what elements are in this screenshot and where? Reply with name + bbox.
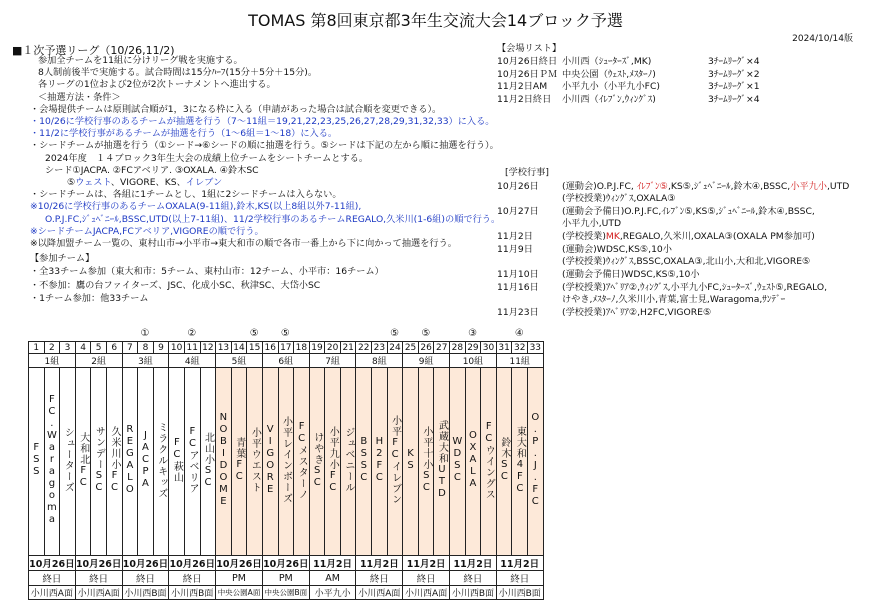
slot-number: 10 (169, 342, 185, 354)
event-team: ,UTD (826, 181, 850, 192)
team-cell (309, 368, 325, 556)
team-name: ミラクルキッズ (155, 421, 167, 499)
slot-number: 3 (60, 342, 76, 354)
event-line (562, 193, 675, 205)
team-name: 小平レインボーズ (280, 416, 292, 504)
team-cell (387, 368, 403, 556)
match-venue: 小川西B面 (122, 586, 169, 600)
match-time: 終日 (450, 571, 497, 586)
match-date: 10月26日 (169, 556, 216, 571)
seed-mark: ⑤ (280, 328, 290, 339)
team-cell (44, 368, 60, 556)
slot-number: 21 (340, 342, 356, 354)
team-cell (231, 368, 247, 556)
match-date: 11月2日 (450, 556, 497, 571)
team-name: FCウイングス (483, 420, 495, 500)
team-cell (294, 368, 310, 556)
match-venue: 小川西A面 (356, 586, 403, 600)
team-cell (91, 368, 107, 556)
team-cell (262, 368, 278, 556)
match-time: 終日 (29, 571, 76, 586)
match-date: 10月26日 (122, 556, 169, 571)
slot-number: 19 (309, 342, 325, 354)
event-line (562, 218, 621, 230)
team-cell (29, 368, 45, 556)
rule-line: ※以降加盟チーム一覧の、東村山市→小平市→東大和市の順で各市一番上から下に向かって抽選を行う。 (30, 238, 457, 249)
team-cell (200, 368, 216, 556)
seed5-team: イレブン (185, 177, 223, 188)
match-venue: 小川西A面 (75, 586, 122, 600)
team-cell (450, 368, 466, 556)
match-time: PM (262, 571, 309, 586)
group-label: 8組 (356, 354, 403, 368)
match-time: 終日 (356, 571, 403, 586)
match-time: 終日 (496, 571, 543, 586)
group-label: 2組 (75, 354, 122, 368)
team-name: REGALO (124, 424, 136, 496)
team-cell (434, 368, 450, 556)
team-cell (106, 368, 122, 556)
slot-number: 11 (184, 342, 200, 354)
rule-line: ・10/26に学校行事のあるチームが抽選を行う（7～11組＝19,21,22,23,25,26,27,28,29,31,32,33）に入る。 (30, 116, 495, 127)
slot-number: 9 (153, 342, 169, 354)
team-cell (247, 368, 263, 556)
event-date: 10月26日 (497, 181, 539, 192)
event-line (562, 256, 810, 268)
seed5-team: ウェスト (75, 177, 111, 188)
page-title: TOMAS 第8回東京都3年生交流大会14ブロック予選 (248, 11, 623, 30)
venue-leagues: 3ﾁｰﾑﾘｰｸﾞ×1 (708, 81, 760, 92)
team-name: 小平十小SC (420, 426, 432, 494)
seed-mark: ① (140, 328, 150, 339)
event-team: (運動会)WDSC,KS⑤,10小 (562, 244, 672, 255)
match-venue: 中央公園A面 (216, 586, 263, 600)
event-team: (学校授業)ｱﾍﾞﾘｱ②,ｳｨﾝｸﾞｽ,小平九小FC,ｼｭｰﾀｰｽﾞ,ｳｪｽﾄ⑤,REGALO, (562, 281, 828, 293)
slot-number: 14 (231, 342, 247, 354)
rule-line: 2024年度 １４ブロック3年生大会の成績上位チームをシートチームとする。 (45, 152, 369, 164)
match-time: 終日 (169, 571, 216, 586)
event-team: ,KS⑤,ｼﾞｭﾍﾞﾆｰﾙ,鈴木④,BSSC, (667, 181, 791, 192)
event-date: 11月9日 (497, 244, 533, 255)
team-name: VIGORE (264, 424, 276, 496)
team-name: 小平九小FC (327, 426, 339, 494)
team-cell (122, 368, 138, 556)
event-date: 11月23日 (497, 307, 539, 318)
team-name: FC.Waragoma (46, 394, 58, 526)
team-cell (356, 368, 372, 556)
rule-line: ※シードチームJACPA,FCアベリア,VIGOREの順で行う。 (30, 225, 264, 237)
slot-number: 30 (481, 342, 497, 354)
team-name: 小平FCイレブン (389, 415, 401, 505)
slot-number: 15 (247, 342, 263, 354)
match-venue: 小川西A面 (403, 586, 450, 600)
team-name: FSS (30, 442, 42, 478)
event-team: けやき,ﾒｽﾀｰﾉ,久米川小,青葉,富士見,Waragoma,ｻﾝﾃﾞｰ (562, 294, 786, 306)
team-name: H2FC (373, 436, 385, 484)
school-events-heading: [学校行事] (505, 167, 549, 178)
venue-date: 10月26日ＰＭ (497, 68, 558, 80)
slot-number: 24 (387, 342, 403, 354)
venue-leagues: 3ﾁｰﾑﾘｰｸﾞ×4 (708, 93, 760, 105)
rule-line: ※10/26に学校行事のあるチームOXALA(9-11組),鈴木,KS(以上8組以外7-11組), (30, 201, 362, 213)
team-name: 北山小SC (202, 431, 214, 489)
team-name: FCアベリア (186, 426, 198, 494)
event-team: (運動会予備日)WDSC,KS⑤,10小 (562, 269, 700, 281)
venue-place: 小川西（ｲﾚﾌﾞﾝ,ｳｨﾝｸﾞｽ) (562, 93, 656, 105)
match-date: 11月2日 (496, 556, 543, 571)
seed-mark: ⑤ (421, 328, 431, 339)
group-label: 5組 (216, 354, 263, 368)
team-name: 大和北FC (77, 431, 89, 489)
participants-line: ・全33チーム参加（東大和市：5チーム、東村山市：12チーム、小平市：16チーム） (30, 266, 384, 278)
slot-number: 27 (434, 342, 450, 354)
rule-line: ＜抽選方法・条件＞ (38, 91, 121, 103)
team-cell (340, 368, 356, 556)
event-date: 11月10日 (497, 269, 539, 281)
slot-number: 13 (216, 342, 232, 354)
rule-line: ・シードチームは、各組に1チームとし、1組に2シードチームは入らない。 (30, 189, 342, 201)
event-date: 11月16日 (497, 281, 539, 293)
team-cell (153, 368, 169, 556)
event-team: (運動会予備日)O.P.J.FC,ｲﾚﾌﾞﾝ⑤,KS⑤,ｼﾞｭﾍﾞﾆｰﾙ,鈴木④,BSSC, (562, 206, 815, 218)
league-bracket-table (28, 341, 544, 600)
seed5-prefix: ⑤ (67, 177, 76, 188)
group-label: 10組 (450, 354, 497, 368)
team-cell (184, 368, 200, 556)
slot-number: 26 (418, 342, 434, 354)
team-cell (325, 368, 341, 556)
match-date: 10月26日 (29, 556, 76, 571)
rule-line: 各リーグの1位および2位が2次トーナメントへ進出する。 (38, 79, 276, 91)
slot-number: 28 (450, 342, 466, 354)
team-name: 小平ウエスト (249, 427, 261, 493)
group-label: 6組 (262, 354, 309, 368)
rule-line: 参加全チームを11組に分けリーグ戦を実施する。 (38, 55, 243, 66)
slot-number: 8 (138, 342, 154, 354)
issue-date: 2024/10/14版 (792, 34, 853, 44)
group-label: 4組 (169, 354, 216, 368)
event-line (562, 294, 785, 306)
team-name: NOBIDOME (217, 412, 229, 508)
event-line (562, 307, 711, 319)
venue-date: 10月26日終日 (497, 56, 558, 67)
team-name: けやきSC (311, 431, 323, 489)
match-venue: 小川西B面 (496, 586, 543, 600)
slot-number: 29 (465, 342, 481, 354)
team-name: 東大和4FC (514, 425, 526, 495)
team-name: ジュベニール (342, 427, 354, 493)
match-venue: 中央公園B面 (262, 586, 309, 600)
event-team: (学校授業) (562, 231, 606, 243)
match-date: 10月26日 (75, 556, 122, 571)
slot-number: 25 (403, 342, 419, 354)
match-date: 11月2日 (403, 556, 450, 571)
rule-line: ・シードチームが抽選を行う（①シード→⑥シードの順に抽選を行う。⑤シードは下記の左から順に抽選を行う）。 (30, 140, 499, 152)
participants-line: ・1チーム参加：他33チーム (30, 292, 149, 304)
venue-place: 中央公園（ｳｪｽﾄ,ﾒｽﾀｰﾉ) (562, 68, 656, 80)
match-time: 終日 (75, 571, 122, 586)
seed-mark: ③ (468, 328, 478, 339)
event-team: (運動会)O.P.J.FC, (562, 181, 637, 192)
event-team: 小平九小,UTD (562, 218, 622, 230)
match-venue: 小平九小 (309, 586, 356, 600)
slot-number: 33 (528, 342, 544, 354)
group-label: 3組 (122, 354, 169, 368)
team-name: BSSC (358, 436, 370, 484)
event-team: ,REGALO,久米川,OXALA③(OXALA PM参加可) (619, 231, 815, 243)
slot-number: 1 (29, 342, 45, 354)
venue-place: 小川西（ｼｭｰﾀｰｽﾞ,MK) (562, 56, 652, 67)
team-cell (372, 368, 388, 556)
venue-list-heading: 【会場リスト】 (497, 43, 562, 54)
slot-number: 12 (200, 342, 216, 354)
rule-line: シード①JACPA. ②FCアベリア. ③OXALA. ④鈴木SC (45, 164, 259, 176)
event-line (562, 206, 815, 218)
match-venue: 小川西B面 (450, 586, 497, 600)
seed-mark: ⑤ (390, 328, 400, 339)
team-name: 武蔵大和UTD (436, 420, 448, 500)
team-cell (512, 368, 528, 556)
seed5-line (67, 177, 222, 189)
team-name: シューターズ (62, 427, 74, 493)
match-time: 終日 (122, 571, 169, 586)
event-team: 小平九小 (790, 181, 827, 192)
match-time: AM (309, 571, 356, 586)
team-cell (75, 368, 91, 556)
team-name: 鈴木SC (498, 437, 510, 483)
team-cell (528, 368, 544, 556)
venue-date: 11月2日終日 (497, 93, 552, 105)
slot-number: 20 (325, 342, 341, 354)
team-name: 久米川小FC (108, 426, 120, 494)
team-cell (465, 368, 481, 556)
match-venue: 小川西A面 (29, 586, 76, 600)
rule-line: ・会場提供チームは原則試合順が1，3になる枠に入る（申請があった場合は試合順を変更できる）。 (30, 103, 442, 115)
participants-heading: 【参加チーム】 (30, 253, 95, 265)
team-cell (60, 368, 76, 556)
event-line (562, 269, 700, 281)
match-date: 11月2日 (309, 556, 356, 571)
event-line (562, 244, 672, 256)
team-cell (496, 368, 512, 556)
event-date: 10月27日 (497, 206, 539, 218)
participants-line: ・不参加：鷹の台ファイターズ、JSC、化成小SC、秋津SC、大岱小SC (30, 279, 321, 291)
team-cell (216, 368, 232, 556)
match-date: 11月2日 (356, 556, 403, 571)
team-name: WDSC (451, 436, 463, 484)
team-name: JACPA (139, 430, 151, 490)
rule-line: 8人制前後半で実施する。試合時間は15分ﾊｰﾌ(15分＋5分＋15分)。 (38, 67, 318, 79)
venue-date: 11月2日AM (497, 81, 548, 92)
match-time: 終日 (403, 571, 450, 586)
event-line (562, 231, 815, 243)
match-date: 10月26日 (262, 556, 309, 571)
group-label: 9組 (403, 354, 450, 368)
event-team: MK (605, 231, 620, 243)
team-cell (138, 368, 154, 556)
team-name: KS (405, 448, 417, 472)
event-date: 11月2日 (497, 231, 533, 243)
event-team: ｲﾚﾌﾞﾝ⑤ (636, 181, 668, 192)
team-name: O.P.J.FC (529, 412, 541, 508)
slot-number: 18 (294, 342, 310, 354)
rule-line: O.P.J.FC,ｼﾞｭﾍﾞﾆｰﾙ,BSSC,UTD(以上7-11組)、11/2学校行事のあるチームREGALO,久米川(1-6組)の順で行う。 (45, 213, 501, 225)
match-venue: 小川西B面 (169, 586, 216, 600)
slot-number: 31 (496, 342, 512, 354)
slot-number: 17 (278, 342, 294, 354)
event-line (562, 282, 827, 294)
event-team: (学校授業)ｳｨﾝｸﾞｽ,BSSC,OXALA③,北山小,大和北,VIGORE⑤ (562, 256, 811, 268)
team-name: FCメスターノ (296, 420, 308, 500)
rule-line: ・11/2に学校行事があるチームが抽選を行う（1～6組＝1～18）に入る。 (30, 128, 338, 140)
slot-number: 16 (262, 342, 278, 354)
event-team: (学校授業)ｱﾍﾞﾘｱ②,H2FC,VIGORE⑤ (562, 307, 712, 318)
slot-number: 22 (356, 342, 372, 354)
seed-mark: ⑤ (249, 328, 259, 339)
team-name: OXALA (467, 430, 479, 490)
team-name: FC萩山 (171, 437, 183, 483)
slot-number: 2 (44, 342, 60, 354)
venue-leagues: 3ﾁｰﾑﾘｰｸﾞ×4 (708, 56, 760, 67)
slot-number: 7 (122, 342, 138, 354)
team-cell (403, 368, 419, 556)
match-date: 10月26日 (216, 556, 263, 571)
slot-number: 5 (91, 342, 107, 354)
team-cell (169, 368, 185, 556)
slot-number: 23 (372, 342, 388, 354)
team-cell (278, 368, 294, 556)
group-label: 11組 (496, 354, 543, 368)
venue-leagues: 3ﾁｰﾑﾘｰｸﾞ×2 (708, 68, 760, 80)
event-line (562, 181, 849, 193)
match-time: PM (216, 571, 263, 586)
group-label: 7組 (309, 354, 356, 368)
slot-number: 4 (75, 342, 91, 354)
team-name: 青葉FC (233, 437, 245, 483)
seed-mark: ② (187, 328, 197, 339)
venue-place: 小平九小（小平九小FC) (562, 81, 660, 92)
seed-mark: ④ (514, 328, 524, 339)
team-name: サンデーSC (93, 426, 105, 494)
slot-number: 32 (512, 342, 528, 354)
team-cell (481, 368, 497, 556)
team-cell (418, 368, 434, 556)
event-team: (学校授業)ｳｨﾝｸﾞｽ,OXALA③ (562, 193, 676, 205)
seed5-team: 、VIGORE、KS、 (110, 177, 186, 188)
section-heading: ■１次予選リーグ（10/26,11/2) (12, 44, 175, 57)
group-label: 1組 (29, 354, 76, 368)
slot-number: 6 (106, 342, 122, 354)
